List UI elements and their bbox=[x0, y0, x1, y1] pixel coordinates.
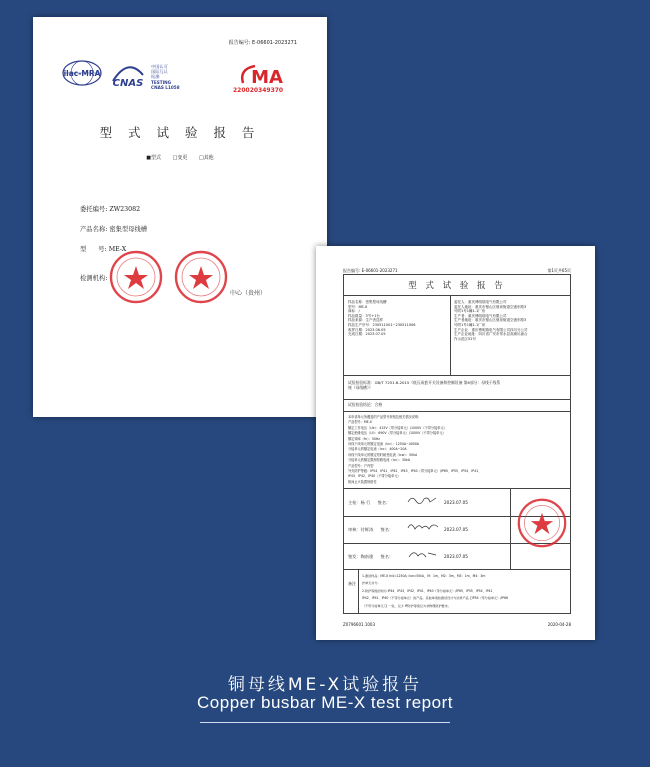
option-change: □变更 bbox=[172, 155, 188, 161]
report-type-options bbox=[33, 154, 327, 161]
red-seal-stamp-right bbox=[173, 249, 229, 305]
test-basis-section: 试验检验标准：GB/T 7251.6-2015《低压成套开关设备和控制设备 第6部分：母线干线系 统（母线槽）》 bbox=[343, 376, 571, 400]
signature-section bbox=[343, 489, 571, 570]
client-info-right: 委托人：重庆博明瑞电气有限公司 委托人地址：重庆市璧山区璧泉街道空港东路3 号附1号1幢1-1厂房 生产者：重庆博明瑞电气有限公司 生产者地址：重庆市璧山区璧泉街道空港东路3 号附1号1幢1-1厂房 生产企业：重庆博明瑞电气有限公司四川分公司 生产企业地址：四川省广安市邻水县高滩川渝合 作示范区52号 bbox=[454, 300, 528, 341]
sample-info-left: 样品名称：密集型母线槽 型号：ME-X 商标：/ 样品数量：3节+1台 样品来源：生产者送样 样品生产序号：230511001~230511006 收样日期：2023.06.05 完成日期：2023.07.05 bbox=[348, 300, 416, 337]
field-testing-body: 检测机构: bbox=[80, 275, 108, 282]
report-page bbox=[316, 246, 595, 640]
ilac-mra-logo bbox=[61, 57, 103, 95]
cover-report-number: 报告编号: E-06601-2023271 bbox=[228, 40, 297, 46]
red-seal-stamp-report bbox=[516, 497, 568, 549]
accreditation-logos bbox=[61, 57, 301, 97]
field-commission-no: 委托编号: ZW23082 bbox=[80, 206, 141, 213]
handwritten-signature-1 bbox=[406, 493, 440, 507]
handwritten-signature-3 bbox=[406, 547, 440, 561]
footer-code: Z0796601.1003 bbox=[343, 622, 376, 627]
signature-row-inspector: 主检：杨 行 签名： bbox=[348, 500, 391, 505]
test-conclusion-section: 试验检验结论：合格 bbox=[343, 400, 571, 412]
option-type-test: ■型式 bbox=[146, 155, 162, 161]
remarks-section: 备注 1.测试样品：ME-X In4=1250A; Icw=50kA，M：1m，M2：3m，M3：1m，M4：3m 护单元共分. 2.防护等级的判为 IP44、IP43、IP42、IP41、IP40（带分接单元）/IP65、IP55、IP54、IP41、 IP42、IP41、IP40（不带分接单元）的产品。其他单项检测试设计与试样产品【IP54（带分接单元）/IP66 （不带分接单元）】一致，仅少 IP防护等级仅为非物理防护要求。 bbox=[343, 570, 571, 614]
ilac-text: ilac-MRA bbox=[63, 69, 101, 78]
caption-underline bbox=[200, 722, 450, 723]
signature-row-approver: 签发：陶南建 签名： bbox=[348, 554, 394, 559]
field-product-name: 产品名称: 密集型母线槽 bbox=[80, 226, 148, 233]
red-seal-stamp-left bbox=[108, 249, 164, 305]
sample-info-table bbox=[343, 296, 571, 376]
signature-date-approver: 2023.07.05 bbox=[444, 554, 468, 559]
cma-text: MA bbox=[251, 67, 283, 88]
signature-row-reviewer: 审核：付辉涛 签名： bbox=[348, 527, 394, 532]
report-number: 报告编号: E-06601-2023271 bbox=[343, 268, 398, 273]
seal-right-text: 中心（贵州） bbox=[230, 290, 267, 297]
footer-date: 2020-04-28 bbox=[547, 622, 571, 627]
handwritten-signature-2 bbox=[406, 520, 440, 534]
cnas-logo bbox=[109, 61, 147, 95]
cma-number: 220020349370 bbox=[233, 87, 284, 94]
caption-english: Copper busbar ME-X test report bbox=[197, 693, 453, 712]
field-model: 型 号: ME-X bbox=[80, 246, 127, 253]
option-other: □其他 bbox=[198, 155, 214, 161]
remarks-label: 备注 bbox=[348, 581, 356, 586]
page-info: 第1页共65页 bbox=[547, 268, 571, 273]
cover-page bbox=[33, 17, 327, 417]
caption-chinese: 铜母线ME-X试验报告 bbox=[227, 675, 423, 695]
cnas-caption: 中国认可 国际互认 检测 TESTING CNAS L1058 bbox=[151, 64, 180, 90]
signature-date-inspector: 2023.07.05 bbox=[444, 500, 468, 505]
report-title: 型 式 试 验 报 告 bbox=[343, 274, 571, 296]
signature-date-reviewer: 2023.07.05 bbox=[444, 527, 468, 532]
product-details-section: 本申请单元所覆盖的产品型号规格及相关情况说明： 产品型号：ME-X 额定工作电压（Ue）：415V（带分接单元）/1000V（不带分接单元） 额定绝缘电压（Ui）：690V（带分接单元）/1000V（不带分接单元） 额定频率（fn）：50Hz 母线干线单元的额定电流（Inc）：1250A~4000A 分接单元的额定电流（Inc）：400A~20A 母线干线单元的额定短时耐受电流（Icw）：50kA 分接单元的额定限制短路电流（Icc）：30kA 产品型号：户内型 外壳防护等级：IP54、IP41、IP42、IP43、IP40（带分接单元）/IP65、IP55、IP54、IP41、 IP43、IP42、IP40（不带分接单元） 相间止火装置规格性 bbox=[343, 412, 571, 489]
cover-title: 型 式 试 验 报 告 bbox=[99, 125, 261, 140]
cnas-text: CNAS bbox=[112, 78, 144, 89]
